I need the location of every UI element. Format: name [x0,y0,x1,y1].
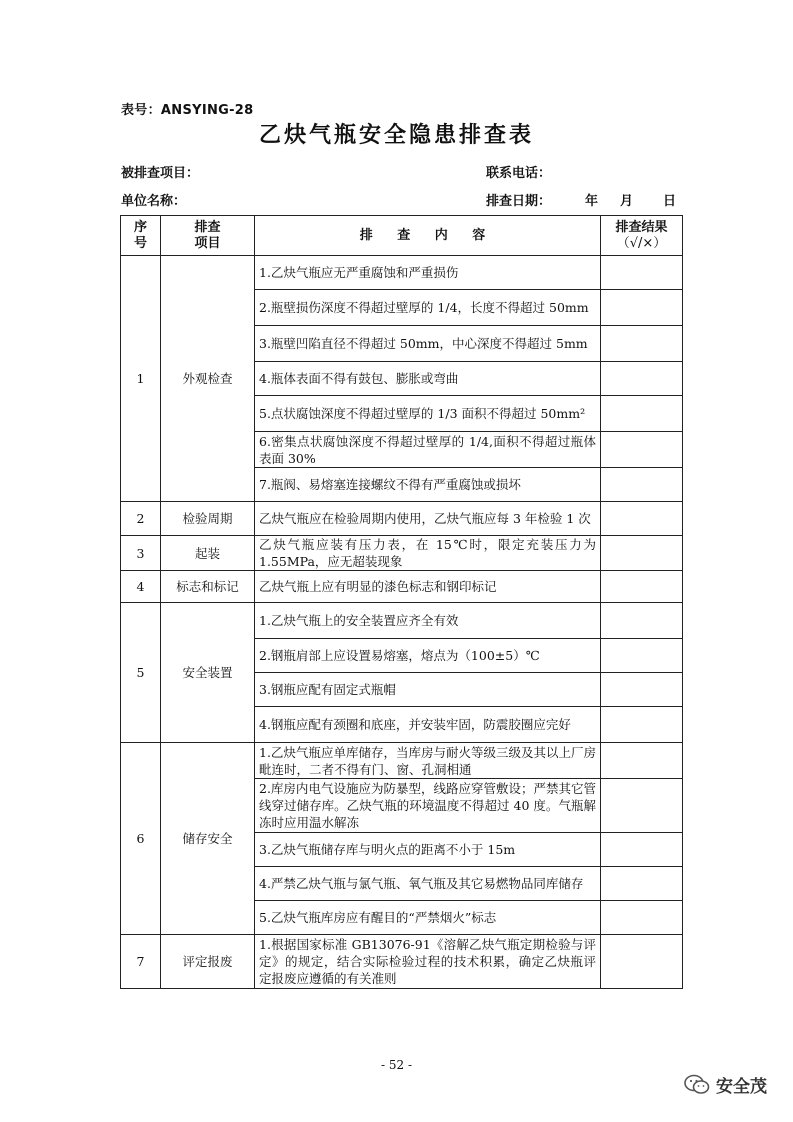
table-row [121,743,683,779]
project-label: 被排查项目： [121,166,200,181]
check-content: 2.瓶壁损伤深度不得超过壁厚的 1/4，长度不得超过 50mm [255,290,601,326]
check-content: 乙炔气瓶应装有压力表，在 15℃时，限定充装压力为 1.55MPa，应无超装现象 [255,536,601,571]
phone-label: 联系电话： [486,166,552,181]
check-content: 1.乙炔气瓶应单库储存，当库房与耐火等级三级及其以上厂房毗连时，二者不得有门、窗、孔洞相通 [255,743,601,779]
check-content: 5.乙炔气瓶库房应有醒目的“严禁烟火”标志 [255,901,601,935]
date-month: 月 [620,194,634,209]
item-number: 7 [121,935,161,989]
table-row [121,256,683,290]
check-content: 5.点状腐蚀深度不得超过壁厚的 1/3 面积不得超过 50mm² [255,396,601,432]
watermark-text: 安全茂 [716,1077,767,1097]
col-header-item-text: 排查项目 [194,219,221,251]
result-cell[interactable] [601,290,683,326]
col-header-content-text: 排 查 内 容 [359,227,496,243]
page-title: 乙炔气瓶安全隐患排查表 [258,123,534,148]
item-category: 标志和标记 [161,571,255,603]
check-content: 3.瓶壁凹陷直径不得超过 50mm，中心深度不得超过 5mm [255,326,601,362]
check-content: 1.根据国家标准 GB13076-91《溶解乙炔气瓶定期检验与评定》的规定，结合实际检验过程的技术积累，确定乙炔瓶评定报废应遵循的有关准则 [255,935,601,989]
result-cell[interactable] [601,833,683,867]
col-header-no-text: 序号 [133,219,147,251]
result-cell[interactable] [601,779,683,833]
check-content: 2.库房内电气设施应为防暴型，线路应穿管敷设；严禁其它管线穿过储存库。乙炔气瓶的环境温度不得超过 40 度。气瓶解冻时应用温水解冻 [255,779,601,833]
result-cell[interactable] [601,571,683,603]
form-number: 表号：ANSYING-28 [121,103,254,118]
result-cell[interactable] [601,639,683,673]
table-row [121,502,683,536]
wechat-icon [684,1074,710,1096]
date-year: 年 [585,194,599,209]
item-category: 评定报废 [161,935,255,989]
item-number: 6 [121,743,161,935]
item-category: 储存安全 [161,743,255,935]
item-category: 外观检查 [161,256,255,502]
result-cell[interactable] [601,536,683,571]
table-header-row [121,216,683,256]
result-cell[interactable] [601,603,683,639]
watermark [684,1072,767,1097]
col-header-result-mark: （√/×） [616,235,667,251]
check-content: 乙炔气瓶上应有明显的漆色标志和钢印标记 [255,571,601,603]
col-header-content [255,216,601,256]
check-content: 7.瓶阀、易熔塞连接螺纹不得有严重腐蚀或损坏 [255,468,601,502]
result-cell[interactable] [601,432,683,468]
check-content: 3.钢瓶应配有固定式瓶帽 [255,673,601,707]
item-number: 2 [121,502,161,536]
table-body [121,256,683,989]
table-row [121,603,683,639]
check-content: 4.钢瓶应配有颈圈和底座，并安装牢固，防震胶圈应完好 [255,707,601,743]
table-row [121,935,683,989]
check-content: 1.乙炔气瓶上的安全装置应齐全有效 [255,603,601,639]
date-label: 排查日期： [486,194,552,209]
result-cell[interactable] [601,867,683,901]
date-day: 日 [663,194,677,209]
check-content: 3.乙炔气瓶储存库与明火点的距离不小于 15m [255,833,601,867]
item-number: 1 [121,256,161,502]
check-content: 6.密集点状腐蚀深度不得超过壁厚的 1/4,面积不得超过瓶体表面 30% [255,432,601,468]
result-cell[interactable] [601,396,683,432]
unit-label: 单位名称： [121,194,187,209]
result-cell[interactable] [601,707,683,743]
item-category: 安全装置 [161,603,255,743]
check-content: 2.钢瓶肩部上应设置易熔塞，熔点为（100±5）℃ [255,639,601,673]
check-content: 乙炔气瓶应在检验周期内使用，乙炔气瓶应每 3 年检验 1 次 [255,502,601,536]
page-number: - 52 - [380,1058,412,1072]
inspection-table [120,215,683,989]
col-header-item [161,216,255,256]
result-cell[interactable] [601,901,683,935]
item-number: 4 [121,571,161,603]
result-cell[interactable] [601,256,683,290]
result-cell[interactable] [601,468,683,502]
check-content: 1.乙炔气瓶应无严重腐蚀和严重损伤 [255,256,601,290]
item-number: 3 [121,536,161,571]
check-content: 4.严禁乙炔气瓶与氯气瓶、氧气瓶及其它易燃物品同库储存 [255,867,601,901]
item-number: 5 [121,603,161,743]
table-row [121,536,683,571]
item-category: 检验周期 [161,502,255,536]
result-cell[interactable] [601,743,683,779]
check-content: 4.瓶体表面不得有鼓包、膨胀或弯曲 [255,362,601,396]
result-cell[interactable] [601,326,683,362]
table-row [121,571,683,603]
result-cell[interactable] [601,673,683,707]
result-cell[interactable] [601,935,683,989]
col-header-result [601,216,683,256]
col-header-no [121,216,161,256]
result-cell[interactable] [601,502,683,536]
result-cell[interactable] [601,362,683,396]
item-category: 起装 [161,536,255,571]
col-header-result-text: 排查结果 [615,219,668,235]
